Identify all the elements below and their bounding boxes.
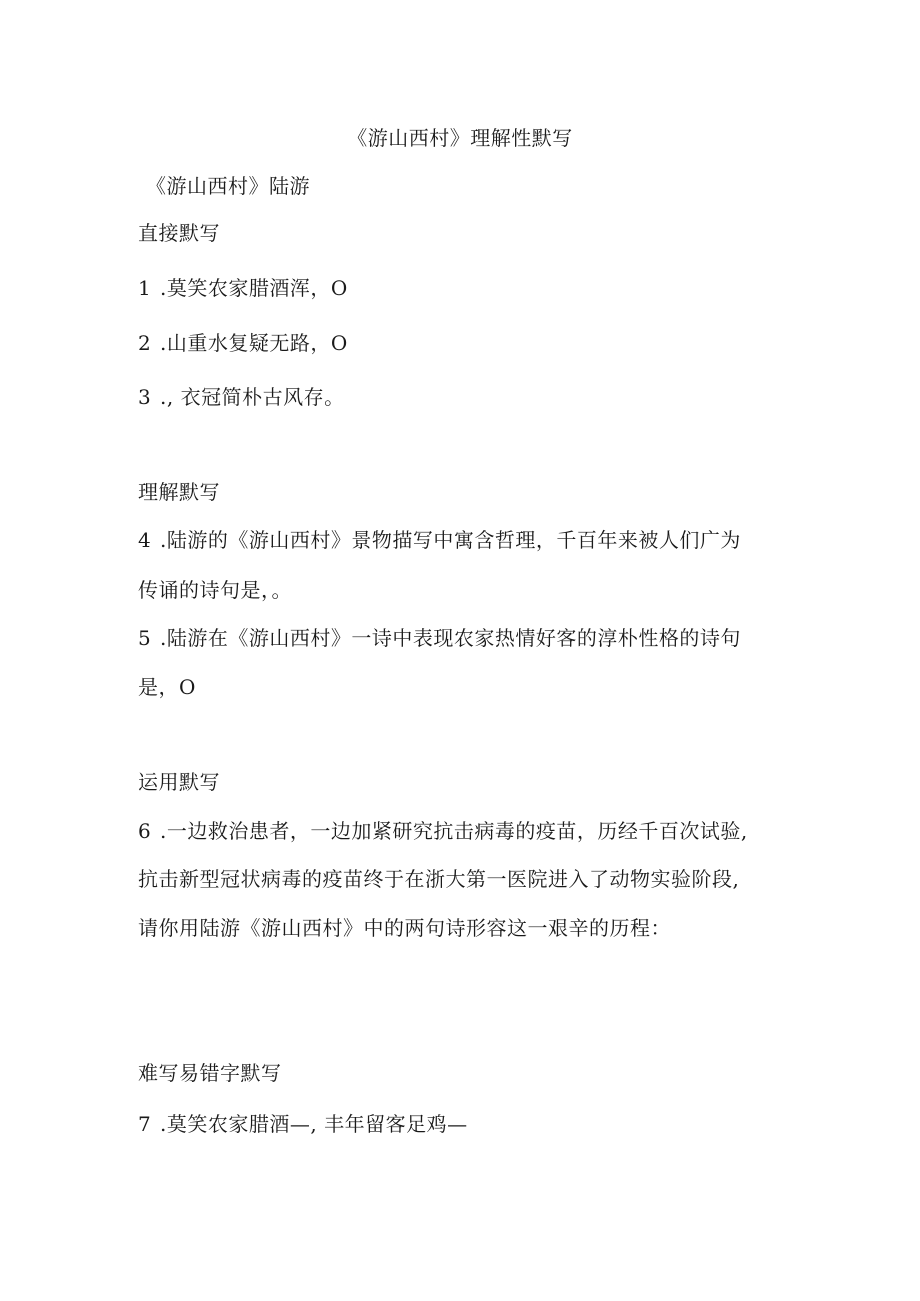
question-text: .一边救治患者，一边加紧研究抗击病毒的疫苗，历经千百次试验,: [160, 819, 748, 843]
question-number: 3: [138, 385, 152, 409]
question-number: 4: [138, 528, 152, 552]
question-7: [138, 1111, 468, 1137]
question-text: .陆游在《游山西村》一诗中表现农家热情好客的淳朴性格的诗句: [160, 626, 741, 650]
question-number: 2: [138, 331, 152, 355]
page-title: 《游山西村》理解性默写: [347, 126, 573, 150]
section-heading-direct: 直接默写: [138, 221, 220, 245]
question-3: [138, 384, 345, 410]
poem-subtitle: 《游山西村》陆游: [146, 174, 310, 198]
question-4: [138, 527, 741, 553]
question-text: .山重水复疑无路，O: [160, 331, 348, 355]
section-heading-application: 运用默写: [138, 770, 220, 794]
question-6-continuation-2: 请你用陆游《游山西村》中的两句诗形容这一艰辛的历程：: [138, 916, 671, 940]
section-heading-tricky-characters: 难写易错字默写: [138, 1061, 282, 1085]
question-number: 5: [138, 626, 152, 650]
question-number: 1: [138, 276, 152, 300]
question-number: 6: [138, 819, 152, 843]
section-heading-understanding: 理解默写: [138, 480, 220, 504]
question-1: [138, 275, 348, 301]
question-4-continuation: 传诵的诗句是，。: [138, 578, 292, 602]
question-5-continuation: 是，O: [138, 675, 196, 699]
question-text: .陆游的《游山西村》景物描写中寓含哲理，千百年来被人们广为: [160, 528, 741, 552]
question-6-continuation-1: 抗击新型冠状病毒的疫苗终于在浙大第一医院进入了动物实验阶段,: [138, 867, 740, 891]
question-6: [138, 818, 748, 844]
question-number: 7: [138, 1112, 152, 1136]
question-text: ., 衣冠简朴古风存。: [160, 385, 345, 409]
question-5: [138, 625, 741, 651]
question-2: [138, 330, 348, 356]
question-text: .莫笑农家腊酒—, 丰年留客足鸡—: [160, 1112, 468, 1136]
question-text: .莫笑农家腊酒浑，O: [160, 276, 348, 300]
